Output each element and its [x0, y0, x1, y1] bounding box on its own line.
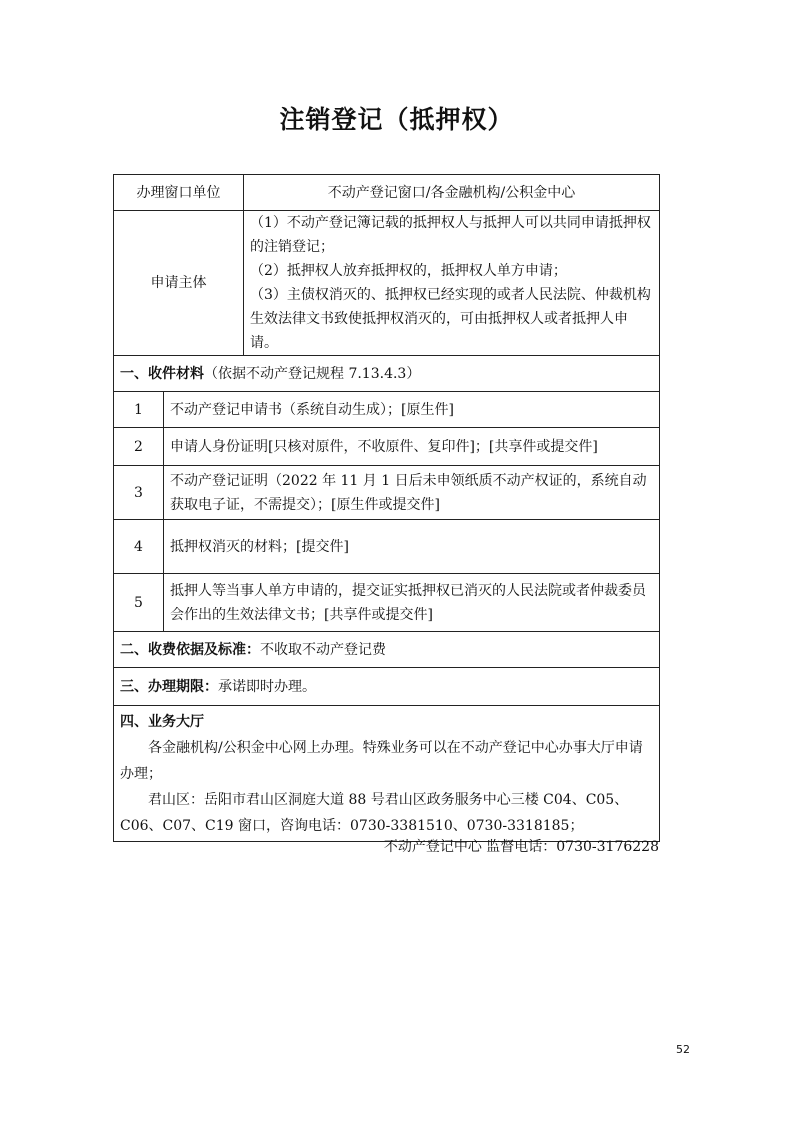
applicant-label: 申请主体 [114, 211, 244, 356]
materials-heading-row [114, 356, 660, 392]
material-row [114, 520, 660, 574]
material-row [114, 392, 660, 428]
material-text: 不动产登记申请书（系统自动生成）；[原生件] [164, 392, 660, 428]
material-row [114, 574, 660, 632]
materials-heading-label: 一、收件材料 [120, 365, 204, 382]
material-row [114, 466, 660, 520]
page-number: 52 [676, 1043, 690, 1056]
office-value: 不动产登记窗口/各金融机构/公积金中心 [244, 175, 660, 211]
hall-paragraph: 各金融机构/公积金中心网上办理。特殊业务可以在不动产登记中心办事大厅申请办理； [120, 739, 643, 782]
hall-row [114, 706, 660, 842]
fees-row [114, 632, 660, 668]
office-row [114, 175, 660, 211]
fees-value: 不收取不动产登记费 [260, 641, 386, 658]
supervision-footer: 不动产登记中心 监督电话：0730-3176228 [383, 839, 659, 855]
period-value: 承诺即时办理。 [218, 678, 316, 695]
material-number: 4 [114, 520, 164, 574]
period-row [114, 668, 660, 706]
material-text: 不动产登记证明（2022 年 11 月 1 日后未申领纸质不动产权证的，系统自动获取电子证，不需提交）；[原生件或提交件] [164, 466, 660, 520]
hall-heading: 四、业务大厅 [120, 713, 204, 730]
applicant-item: （1）不动产登记簿记载的抵押权人与抵押人可以共同申请抵押权的注销登记； [250, 215, 651, 255]
applicant-item: （2）抵押权人放弃抵押权的，抵押权人单方申请； [250, 263, 567, 279]
material-text: 抵押权消灭的材料；[提交件] [164, 520, 660, 574]
material-number: 5 [114, 574, 164, 632]
material-text: 申请人身份证明[只核对原件，不收原件、复印件]；[共享件或提交件] [164, 428, 660, 466]
applicant-row [114, 211, 660, 356]
fees-heading: 二、收费依据及标准： [120, 641, 260, 658]
fees-cell [114, 632, 660, 668]
material-row [114, 428, 660, 466]
materials-heading [114, 356, 660, 392]
materials-basis: （依据不动产登记规程 7.13.4.3） [204, 365, 421, 382]
office-label: 办理窗口单位 [114, 175, 244, 211]
material-number: 2 [114, 428, 164, 466]
material-number: 1 [114, 392, 164, 428]
material-number: 3 [114, 466, 164, 520]
material-text: 抵押人等当事人单方申请的，提交证实抵押权已消灭的人民法院或者仲裁委员会作出的生效法律文书；[共享件或提交件] [164, 574, 660, 632]
procedure-table [113, 174, 660, 842]
hall-address: 君山区：岳阳市君山区洞庭大道 88 号君山区政务服务中心三楼 C04、C05、C06、C07、C19 窗口，咨询电话：0730-3381510、0730-3318185； [120, 791, 629, 834]
page-title: 注销登记（抵押权） [279, 105, 514, 134]
hall-cell [114, 706, 660, 842]
period-cell [114, 668, 660, 706]
period-heading: 三、办理期限： [120, 678, 218, 695]
applicant-item: （3）主债权消灭的、抵押权已经实现的或者人民法院、仲裁机构生效法律文书致使抵押权消灭的，可由抵押权人或者抵押人申请。 [250, 287, 651, 351]
applicant-list [244, 211, 660, 356]
